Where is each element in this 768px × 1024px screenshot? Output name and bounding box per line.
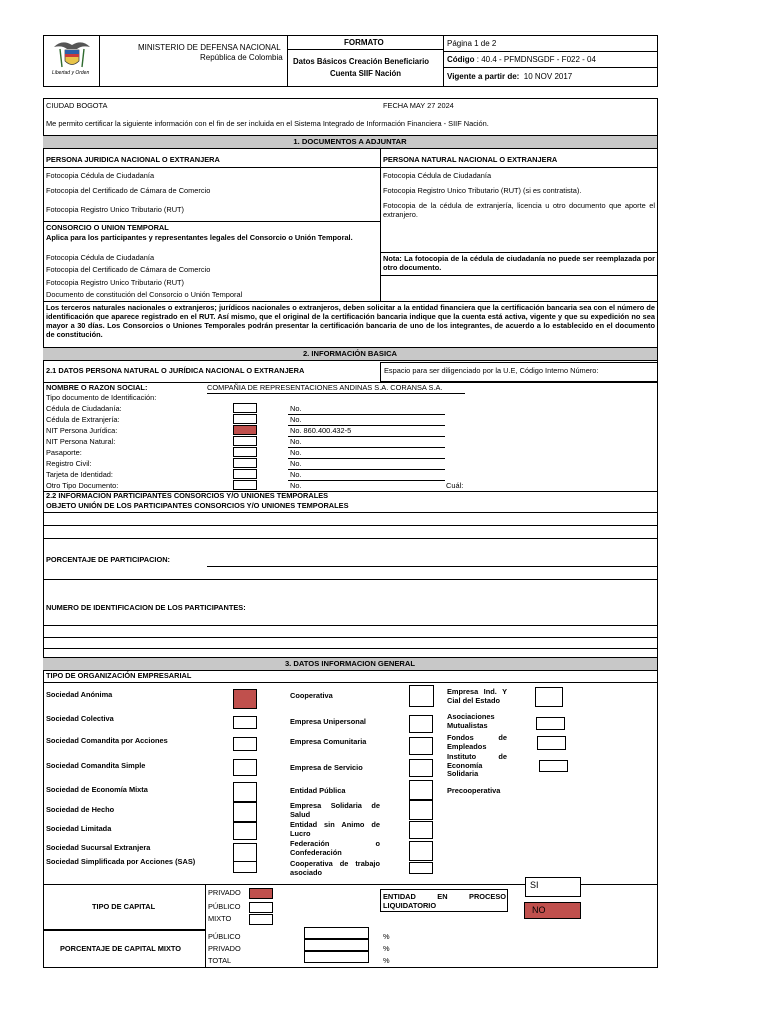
id-type-label: NIT Persona Jurídica: xyxy=(46,426,118,435)
org-type-label: Sociedad Colectiva xyxy=(46,714,114,723)
section-2-header: 2. INFORMACIÓN BASICA xyxy=(43,347,657,361)
juridica-item: Fotocopia Cédula de Ciudadanía xyxy=(46,171,155,180)
id-type-label: Otro Tipo Documento: xyxy=(46,481,119,490)
org-type-checkbox[interactable] xyxy=(233,759,257,776)
id-type-checkbox[interactable] xyxy=(233,458,257,468)
org-type-checkbox[interactable] xyxy=(409,780,433,800)
mixed-capital-input[interactable] xyxy=(304,927,369,939)
org-type-label: Sociedad Comandita Simple xyxy=(46,761,146,770)
org-type-label: Empresa Solidaria de Salud xyxy=(290,801,380,819)
capital-option-label: PRIVADO xyxy=(208,888,241,897)
validity-row xyxy=(447,72,572,81)
consorcio-subtitle: Aplica para los participantes y representantes legales del Consorcio o Unión Temporal. xyxy=(46,233,353,242)
id-number[interactable]: No. xyxy=(290,470,302,479)
city: CIUDAD BOGOTA xyxy=(46,101,108,110)
mixed-capital-input[interactable] xyxy=(304,939,369,951)
org-type-checkbox[interactable] xyxy=(233,716,257,729)
org-type-label: Sociedad de Economía Mixta xyxy=(46,785,148,794)
doc-title-line-1: Datos Básicos Creación Beneficiario xyxy=(293,57,430,66)
code-label: Código xyxy=(447,55,475,64)
org-type-checkbox[interactable] xyxy=(409,821,433,839)
org-type-checkbox[interactable] xyxy=(409,737,433,755)
id-number-line xyxy=(288,414,445,415)
capital-option-label: PÚBLICO xyxy=(208,902,241,911)
org-type-label: TIPO DE ORGANIZACIÓN EMPRESARIAL xyxy=(46,671,192,680)
juridica-title: PERSONA JURIDICA NACIONAL O EXTRANJERA xyxy=(46,155,220,164)
id-number[interactable]: No. xyxy=(290,404,302,413)
mixed-capital-input[interactable] xyxy=(304,951,369,963)
section-3-header: 3. DATOS INFORMACION GENERAL xyxy=(43,657,657,671)
republic-name: República de Colombia xyxy=(200,53,283,62)
org-type-checkbox[interactable] xyxy=(409,862,433,874)
mixed-capital-row-label: PÚBLICO xyxy=(208,932,241,941)
id-number-line xyxy=(288,458,445,459)
org-type-label: Empresa Comunitaria xyxy=(290,737,367,746)
id-number-line xyxy=(288,436,445,437)
percent-sign: % xyxy=(383,932,390,941)
capital-option-label: MIXTO xyxy=(208,914,232,923)
natural-item: Fotocopia Registro Unico Tributario (RUT) (si es contratista). xyxy=(383,186,582,195)
capital-option-checkbox[interactable] xyxy=(249,888,273,899)
porcentaje-label: PORCENTAJE DE PARTICIPACION: xyxy=(46,555,171,564)
id-type-label: Cédula de Ciudadanía: xyxy=(46,404,122,413)
id-number[interactable]: No. xyxy=(290,437,302,446)
mixed-capital-label: PORCENTAJE DE CAPITAL MIXTO xyxy=(60,944,181,953)
natural-item: Fotocopia Cédula de Ciudadanía xyxy=(383,171,492,180)
id-type-checkbox[interactable] xyxy=(233,447,257,457)
validity-value: 10 NOV 2017 xyxy=(523,72,573,81)
consorcio-item: Fotocopia Registro Unico Tributario (RUT) xyxy=(46,278,185,287)
ue-code-label: Espacio para ser diligenciado por la U.E, Código Interno Número: xyxy=(384,366,599,375)
id-number[interactable]: No. xyxy=(290,481,302,490)
sub-2-2-title: 2.2 INFORMACION PARTICIPANTES CONSORCIOS Y/O UNIONES TEMPORALES xyxy=(46,491,329,500)
code-value: : 40.4 - PFMDNSGDF - F022 - 04 xyxy=(476,55,596,64)
id-type-checkbox[interactable] xyxy=(233,414,257,424)
mixed-capital-row-label: TOTAL xyxy=(208,956,232,965)
liquidation-no-label: NO xyxy=(532,905,546,915)
id-type-label: Tipo documento de Identificación: xyxy=(46,393,157,402)
consorcio-item: Fotocopia del Certificado de Cámara de Comercio xyxy=(46,265,211,274)
numero-id-label: NUMERO DE IDENTIFICACION DE LOS PARTICIPANTES: xyxy=(46,603,246,612)
id-type-label: Cédula de Extranjería: xyxy=(46,415,120,424)
natural-item: Fotocopia de la cédula de extranjería, licencia u otro documento que aporte el extranjero. xyxy=(383,201,655,219)
percent-sign: % xyxy=(383,956,390,965)
sub-2-1-title: 2.1 DATOS PERSONA NATURAL O JURÍDICA NACIONAL O EXTRANJERA xyxy=(46,366,305,375)
org-type-label: Empresa Ind. Y Cial del Estado xyxy=(447,687,507,705)
id-type-checkbox[interactable] xyxy=(233,403,257,413)
doc-title-line-2: Cuenta SIIF Nación xyxy=(330,69,402,78)
org-type-checkbox[interactable] xyxy=(409,715,433,733)
liquidation-label: ENTIDAD EN PROCESO LIQUIDATORIO xyxy=(383,892,506,910)
org-type-checkbox[interactable] xyxy=(233,822,257,840)
org-type-label: Sociedad Limitada xyxy=(46,824,112,833)
name-value[interactable]: COMPAÑIA DE REPRESENTACIONES ANDINAS S.A. CORANSA S.A. xyxy=(207,383,443,392)
org-type-checkbox[interactable] xyxy=(233,689,257,709)
org-type-label: Fondos de Empleados xyxy=(447,733,507,751)
cual-label: Cuál: xyxy=(446,481,464,490)
org-type-checkbox[interactable] xyxy=(233,861,257,873)
org-type-label: Asociaciones Mutualistas xyxy=(447,712,495,730)
org-type-label: Sociedad Anónima xyxy=(46,690,113,699)
code-row xyxy=(447,55,596,64)
org-type-label: Sociedad Sucursal Extranjera xyxy=(46,843,151,852)
name-label: NOMBRE O RAZON SOCIAL: xyxy=(46,383,148,392)
liquidation-yes-label: SI xyxy=(530,880,539,890)
bank-certification-paragraph: Los terceros naturales nacionales o extranjeros; jurídicos nacionales o extranjeros, deben solicitar a la entidad financiera que la certificación bancaria sea con el número de identificación que aparece registrado en el RUT. Así mismo, que el original de la certificación bancaria indique que la cuenta está activa, vigente y que su expedición no sea mayor a 30 días. Los Consorcios o Uniones Temporales podrán presentar la certificación bancaria de uno de los integrantes, de acuerdo a lo establecido en el documento de constitución. xyxy=(46,303,655,339)
org-type-checkbox[interactable] xyxy=(409,685,434,707)
org-type-label: Cooperativa de trabajo asociado xyxy=(290,859,380,877)
org-type-checkbox[interactable] xyxy=(537,736,566,750)
id-type-checkbox[interactable] xyxy=(233,480,257,490)
id-type-checkbox[interactable] xyxy=(233,425,257,435)
coat-of-arms-logo xyxy=(50,37,94,77)
certification-statement: Me permito certificar la siguiente información con el fin de ser incluida en el Sistema Integrado de Información Financiera - SIIF Nación. xyxy=(46,119,489,128)
org-type-checkbox[interactable] xyxy=(233,782,257,802)
id-number[interactable]: No. xyxy=(290,448,302,457)
org-type-checkbox[interactable] xyxy=(539,760,568,772)
org-type-checkbox[interactable] xyxy=(409,759,433,777)
org-type-label: Sociedad de Hecho xyxy=(46,805,115,814)
format-label: FORMATO xyxy=(344,38,384,47)
natural-title: PERSONA NATURAL NACIONAL O EXTRANJERA xyxy=(383,155,558,164)
ministry-name: MINISTERIO DE DEFENSA NACIONAL xyxy=(138,43,281,52)
juridica-item: Fotocopia del Certificado de Cámara de Comercio xyxy=(46,186,211,195)
org-type-label: Federación o Confederación xyxy=(290,839,380,857)
consorcio-item: Documento de constitución del Consorcio o Unión Temporal xyxy=(46,290,243,299)
org-type-label: Entidad Pública xyxy=(290,786,346,795)
org-type-checkbox[interactable] xyxy=(233,843,257,863)
consorcio-title: CONSORCIO O UNION TEMPORAL xyxy=(46,223,169,232)
org-type-checkbox[interactable] xyxy=(536,717,565,730)
capital-option-checkbox[interactable] xyxy=(249,902,273,913)
org-type-checkbox[interactable] xyxy=(409,800,433,820)
logo-motto: Libertad y Orden xyxy=(52,70,90,76)
section-1-header: 1. DOCUMENTOS A ADJUNTAR xyxy=(43,135,657,149)
date: FECHA MAY 27 2024 xyxy=(383,101,454,110)
org-type-checkbox[interactable] xyxy=(233,802,257,822)
id-type-label: Registro Civil: xyxy=(46,459,92,468)
org-type-label: Instituto de Economía Solidaria xyxy=(447,752,507,779)
id-type-label: Tarjeta de Identidad: xyxy=(46,470,113,479)
capital-option-checkbox[interactable] xyxy=(249,914,273,925)
id-type-label: Pasaporte: xyxy=(46,448,82,457)
id-type-checkbox[interactable] xyxy=(233,436,257,446)
objeto-label: OBJETO UNIÓN DE LOS PARTICIPANTES CONSORCIOS Y/O UNIONES TEMPORALES xyxy=(46,501,349,510)
mixed-capital-row-label: PRIVADO xyxy=(208,944,241,953)
org-type-label: Empresa de Servicio xyxy=(290,763,363,772)
org-type-label: Sociedad Simplificada por Acciones (SAS) xyxy=(46,857,196,866)
id-number[interactable]: No. xyxy=(290,415,302,424)
id-type-checkbox[interactable] xyxy=(233,469,257,479)
org-type-label: Sociedad Comandita por Acciones xyxy=(46,736,168,745)
id-number-line xyxy=(288,469,445,470)
org-type-checkbox[interactable] xyxy=(233,737,257,751)
id-number[interactable]: No. xyxy=(290,459,302,468)
org-type-checkbox[interactable] xyxy=(535,687,563,707)
page-number: Página 1 de 2 xyxy=(447,39,497,48)
org-type-checkbox[interactable] xyxy=(409,841,433,861)
validity-label: Vigente a partir de: xyxy=(447,72,520,81)
percent-sign: % xyxy=(383,944,390,953)
capital-type-label: TIPO DE CAPITAL xyxy=(92,902,156,911)
note-text: Nota: La fotocopia de la cédula de ciudadanía no puede ser reemplazada por otro documento. xyxy=(383,254,655,272)
id-number-line xyxy=(288,480,445,481)
org-type-label: Entidad sin Animo de Lucro xyxy=(290,820,380,838)
org-type-label: Precooperativa xyxy=(447,786,501,795)
id-type-label: NIT Persona Natural: xyxy=(46,437,116,446)
juridica-item: Fotocopia Registro Unico Tributario (RUT) xyxy=(46,205,185,214)
org-type-label: Cooperativa xyxy=(290,691,333,700)
id-number[interactable]: No. 860.400.432-5 xyxy=(290,426,352,435)
id-number-line xyxy=(288,447,445,448)
consorcio-item: Fotocopia Cédula de Ciudadanía xyxy=(46,253,155,262)
org-type-label: Empresa Unipersonal xyxy=(290,717,366,726)
